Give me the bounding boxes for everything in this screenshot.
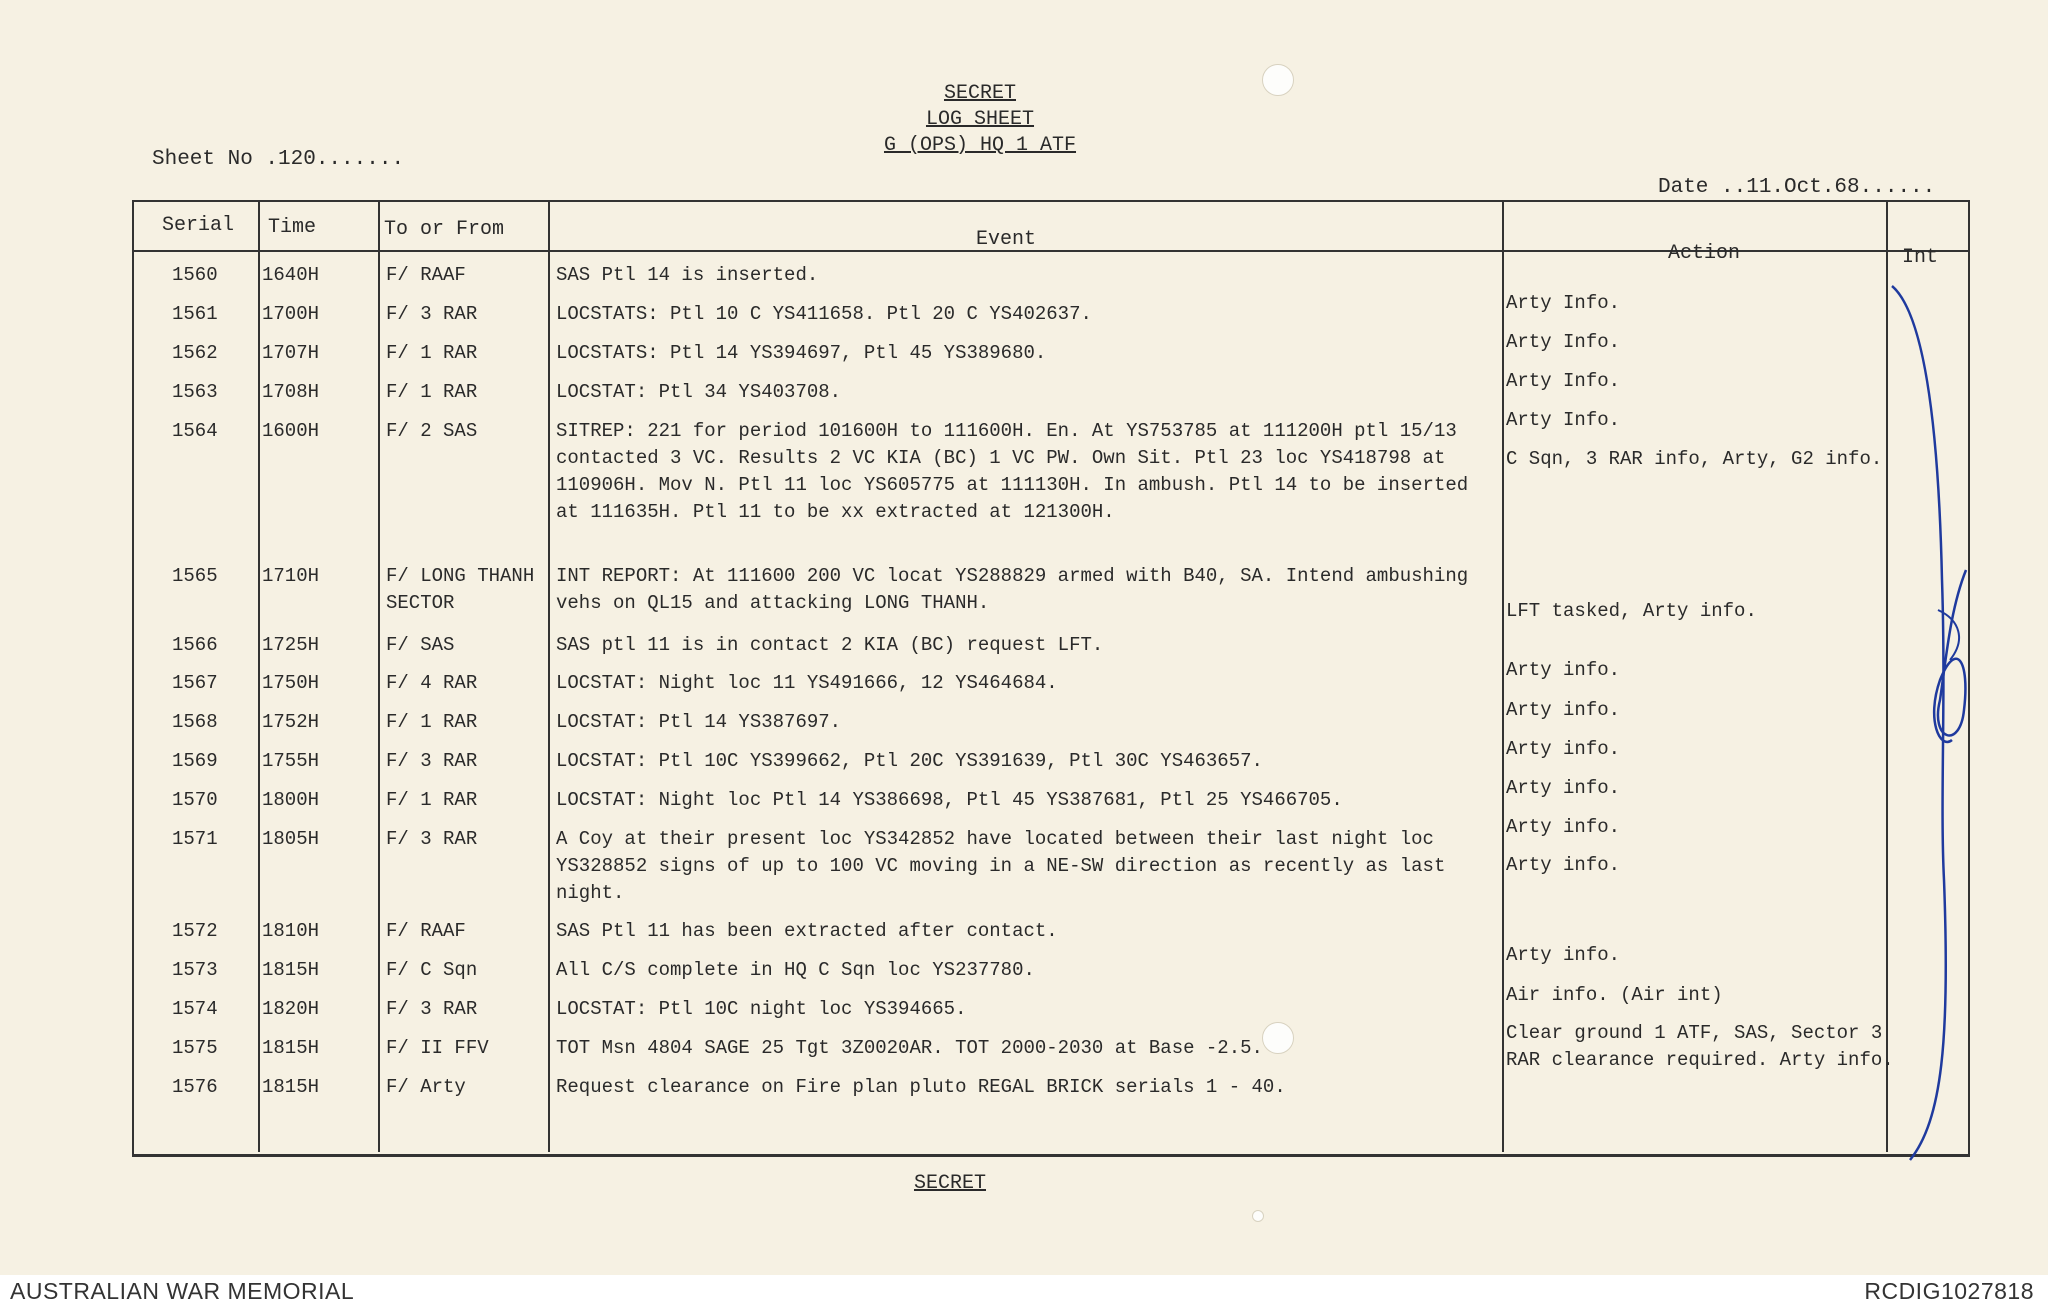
row-action: Arty Info. [1506, 292, 1621, 314]
row-time: 1815H [262, 1076, 320, 1098]
row-time: 1725H [262, 634, 320, 656]
row-serial: 1572 [172, 920, 218, 942]
row-from: F/ C Sqn [386, 959, 478, 981]
row-serial: 1570 [172, 789, 218, 811]
row-serial: 1566 [172, 634, 218, 656]
row-action: Arty info. [1506, 659, 1621, 681]
row-action: Arty info. [1506, 699, 1621, 721]
punch-hole [1252, 1210, 1264, 1222]
col-header-int: Int [1902, 246, 1939, 269]
row-time: 1700H [262, 303, 320, 325]
row-action: Arty Info. [1506, 409, 1621, 431]
row-serial: 1576 [172, 1076, 218, 1098]
row-action: C Sqn, 3 RAR info, Arty, G2 info. [1506, 448, 1883, 470]
row-serial: 1565 [172, 565, 218, 587]
row-time: 1752H [262, 711, 320, 733]
row-serial: 1569 [172, 750, 218, 772]
row-event: SAS Ptl 14 is inserted. [556, 264, 819, 286]
row-event: LOCSTAT: Ptl 10C YS399662, Ptl 20C YS391639, Ptl 30C YS463657. [556, 750, 1263, 772]
row-from: F/ II FFV [386, 1037, 489, 1059]
classification-header: SECRET [943, 82, 1016, 105]
row-event: LOCSTAT: Ptl 10C night loc YS394665. [556, 998, 967, 1020]
col-header-serial: Serial [162, 214, 235, 237]
column-divider [1502, 200, 1504, 1152]
row-time: 1800H [262, 789, 320, 811]
row-event: LOCSTAT: Ptl 34 YS403708. [556, 381, 842, 403]
classification-footer: SECRET [913, 1172, 986, 1195]
column-divider [258, 200, 260, 1152]
row-from: F/ RAAF [386, 264, 466, 286]
row-action: Arty info. [1506, 854, 1621, 876]
row-action: LFT tasked, Arty info. [1506, 600, 1757, 622]
row-from: F/ 1 RAR [386, 342, 478, 364]
row-event: All C/S complete in HQ C Sqn loc YS237780. [556, 959, 1035, 981]
row-action: Arty Info. [1506, 370, 1621, 392]
row-serial: 1574 [172, 998, 218, 1020]
row-action: Air info. (Air int) [1506, 984, 1723, 1006]
archive-id: RCDIG1027818 [1864, 1278, 2034, 1304]
row-from: F/ 4 RAR [386, 672, 478, 694]
row-event: LOCSTAT: Night loc Ptl 14 YS386698, Ptl 45 YS387681, Ptl 25 YS466705. [556, 789, 1343, 811]
unit-title-text: G (OPS) HQ 1 ATF [883, 134, 1077, 157]
row-serial: 1563 [172, 381, 218, 403]
row-time: 1755H [262, 750, 320, 772]
row-from: F/ 1 RAR [386, 711, 478, 733]
row-event: LOCSTATS: Ptl 10 C YS411658. Ptl 20 C YS402637. [556, 303, 1092, 325]
row-serial: 1561 [172, 303, 218, 325]
log-date: Date ..11.Oct.68...... [1658, 176, 1936, 199]
col-header-action: Action [1668, 242, 1741, 265]
row-event: LOCSTAT: Ptl 14 YS387697. [556, 711, 842, 733]
row-from: F/ LONG THANH SECTOR [386, 565, 535, 614]
row-event: SITREP: 221 for period 101600H to 111600H. En. At YS753785 at 111200H ptl 15/13 contacted 3 VC. Results 2 VC KIA (BC) 1 VC PW. Own Sit. Ptl 23 loc YS418798 at 110906H. Mov N. Ptl 11 loc YS605775 at 111130H. In ambush. Ptl 14 to be inserted at 111635H. Ptl 11 to be xx extracted at 121300H. [556, 420, 1469, 523]
row-event: Request clearance on Fire plan pluto REGAL BRICK serials 1 - 40. [556, 1076, 1286, 1098]
row-from: F/ 3 RAR [386, 828, 478, 850]
row-serial: 1562 [172, 342, 218, 364]
row-action: Clear ground 1 ATF, SAS, Sector 3 RAR clearance required. Arty info. [1506, 1022, 1894, 1071]
unit-title [860, 134, 1100, 157]
row-time: 1640H [262, 264, 320, 286]
row-event: LOCSTATS: Ptl 14 YS394697, Ptl 45 YS389680. [556, 342, 1047, 364]
col-header-from: To or From [384, 218, 505, 241]
row-serial: 1575 [172, 1037, 218, 1059]
row-time: 1710H [262, 565, 320, 587]
sheet-number: Sheet No .120....... [152, 148, 405, 171]
row-time: 1707H [262, 342, 320, 364]
row-from: F/ 1 RAR [386, 381, 478, 403]
initials-pen-mark [1880, 280, 1990, 1170]
row-action: Arty info. [1506, 777, 1621, 799]
row-from: F/ 1 RAR [386, 789, 478, 811]
row-serial: 1568 [172, 711, 218, 733]
row-time: 1810H [262, 920, 320, 942]
row-from: F/ 2 SAS [386, 420, 478, 442]
row-action: Arty info. [1506, 816, 1621, 838]
row-event: LOCSTAT: Night loc 11 YS491666, 12 YS464684. [556, 672, 1058, 694]
log-sheet-title: LOG SHEET [925, 108, 1035, 131]
row-time: 1815H [262, 959, 320, 981]
column-divider [378, 200, 380, 1152]
row-serial: 1567 [172, 672, 218, 694]
row-event: INT REPORT: At 111600 200 VC locat YS288829 armed with B40, SA. Intend ambushing vehs on QL15 and attacking LONG THANH. [556, 565, 1469, 614]
row-event: TOT Msn 4804 SAGE 25 Tgt 3Z0020AR. TOT 2000-2030 at Base -2.5. [556, 1037, 1263, 1059]
row-from: F/ RAAF [386, 920, 466, 942]
row-event: SAS ptl 11 is in contact 2 KIA (BC) request LFT. [556, 634, 1104, 656]
col-header-time: Time [268, 216, 317, 239]
row-serial: 1564 [172, 420, 218, 442]
archive-credit: AUSTRALIAN WAR MEMORIAL [10, 1278, 355, 1304]
row-time: 1820H [262, 998, 320, 1020]
row-action: Arty Info. [1506, 331, 1621, 353]
row-from: F/ SAS [386, 634, 455, 656]
row-event: A Coy at their present loc YS342852 have located between their last night loc YS328852 signs of up to 100 VC moving in a NE-SW direction as recently as last night. [556, 828, 1446, 904]
row-serial: 1571 [172, 828, 218, 850]
row-serial: 1560 [172, 264, 218, 286]
column-divider [548, 200, 550, 1152]
row-time: 1805H [262, 828, 320, 850]
row-from: F/ 3 RAR [386, 998, 478, 1020]
row-time: 1600H [262, 420, 320, 442]
col-header-event: Event [976, 228, 1037, 251]
row-from: F/ 3 RAR [386, 750, 478, 772]
row-time: 1708H [262, 381, 320, 403]
row-time: 1750H [262, 672, 320, 694]
row-action: Arty info. [1506, 944, 1621, 966]
punch-hole [1262, 64, 1294, 96]
row-serial: 1573 [172, 959, 218, 981]
row-event: SAS Ptl 11 has been extracted after contact. [556, 920, 1058, 942]
row-time: 1815H [262, 1037, 320, 1059]
row-from: F/ Arty [386, 1076, 466, 1098]
row-action: Arty info. [1506, 738, 1621, 760]
row-from: F/ 3 RAR [386, 303, 478, 325]
